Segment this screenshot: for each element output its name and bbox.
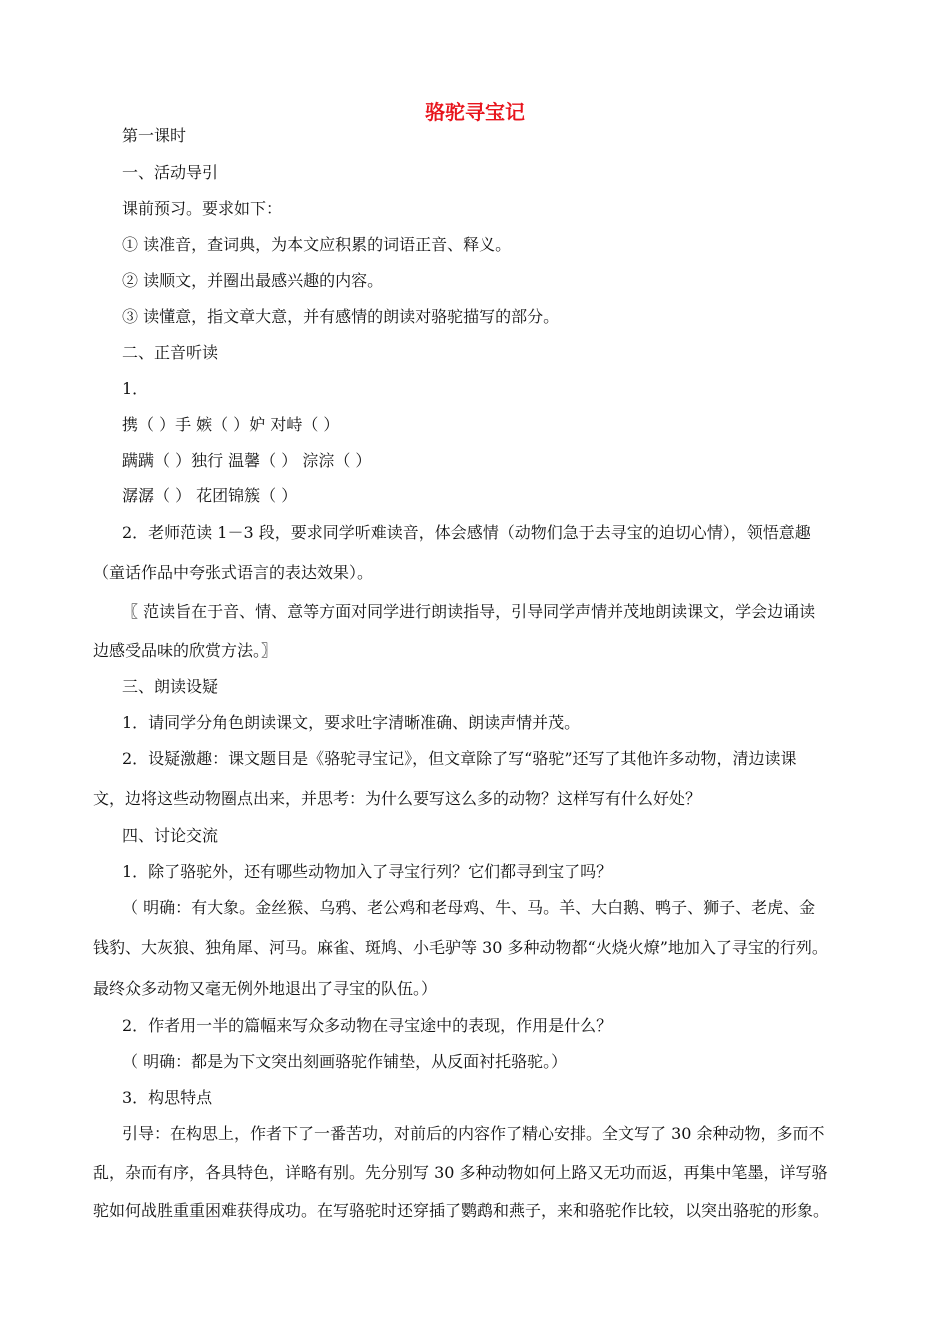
paragraph: 最终众多动物又毫无例外地退出了寻宝的队伍。） [93, 979, 438, 998]
paragraph: 1． [122, 379, 149, 398]
lesson-heading: 第一课时 [122, 126, 187, 145]
paragraph: 引导：在构思上，作者下了一番苦功，对前后的内容作了精心安排。全文写了 30 余种动物，多而不 [122, 1124, 825, 1143]
paragraph: 乱，杂而有序，各具特色，详略有别。先分别写 30 多种动物如何上路又无功而返，再集中笔墨，详写骆 [93, 1163, 828, 1182]
section-heading: 三、朗读设疑 [122, 677, 219, 696]
paragraph: 边感受品味的欣赏方法。〗 [93, 641, 278, 660]
paragraph: 潺潺（ ） 花团锦簇（ ） [122, 486, 298, 505]
paragraph: 2．老师范读 1－3 段，要求同学听难读音，体会感情（动物们急于去寻宝的迫切心情），领悟意趣 [122, 523, 811, 542]
paragraph: 3．构思特点 [122, 1088, 213, 1107]
paragraph: 文，边将这些动物圈点出来，并思考：为什么要写这么多的动物？这样写有什么好处？ [93, 789, 702, 808]
section-heading: 二、正音听读 [122, 343, 219, 362]
paragraph: （ 明确：都是为下文突出刻画骆驼作铺垫，从反面衬托骆驼。） [122, 1052, 568, 1071]
paragraph: （童话作品中夸张式语言的表达效果）。 [93, 563, 374, 582]
paragraph: 蹒蹒（ ）独行 温馨（ ） 淙淙（ ） [122, 451, 372, 470]
paragraph: （ 明确：有大象。金丝猴、乌鸦、老公鸡和老母鸡、牛、马。羊、大白鹅、鸭子、狮子、老虎、金 [122, 898, 816, 917]
list-item: ③ 读懂意，指文章大意，并有感情的朗读对骆驼描写的部分。 [122, 307, 560, 326]
paragraph: 钱豹、大灰狼、独角犀、河马。麻雀、斑鸠、小毛驴等 30 多种动物都“火烧火燎”地加入了寻宝的行列。 [93, 938, 828, 957]
section-heading: 一、活动导引 [122, 163, 219, 182]
paragraph: 2．设疑激趣：课文题目是《骆驼寻宝记》，但文章除了写“骆驼”还写了其他许多动物，清边读课 [122, 749, 797, 768]
paragraph: 驼如何战胜重重困难获得成功。在写骆驼时还穿插了鹦鹉和燕子，来和骆驼作比较，以突出骆驼的形象。 [93, 1201, 830, 1220]
paragraph: 携（ ）手 嫉（ ）妒 对峙（ ） [122, 415, 340, 434]
paragraph: 1．除了骆驼外，还有哪些动物加入了寻宝行列？它们都寻到宝了吗？ [122, 862, 613, 881]
page-title: 骆驼寻宝记 [425, 100, 525, 124]
paragraph: 2．作者用一半的篇幅来写众多动物在寻宝途中的表现，作用是什么？ [122, 1016, 613, 1035]
paragraph: 〖 范读旨在于音、情、意等方面对同学进行朗读指导，引导同学声情并茂地朗读课文，学会边诵读 [122, 602, 816, 621]
paragraph: 课前预习。要求如下： [122, 199, 283, 218]
list-item: ① 读准音，查词典，为本文应积累的词语正音、释义。 [122, 235, 512, 254]
paragraph: 1．请同学分角色朗读课文，要求吐字清晰准确、朗读声情并茂。 [122, 713, 581, 732]
list-item: ② 读顺文，并圈出最感兴趣的内容。 [122, 271, 384, 290]
section-heading: 四、讨论交流 [122, 826, 219, 845]
